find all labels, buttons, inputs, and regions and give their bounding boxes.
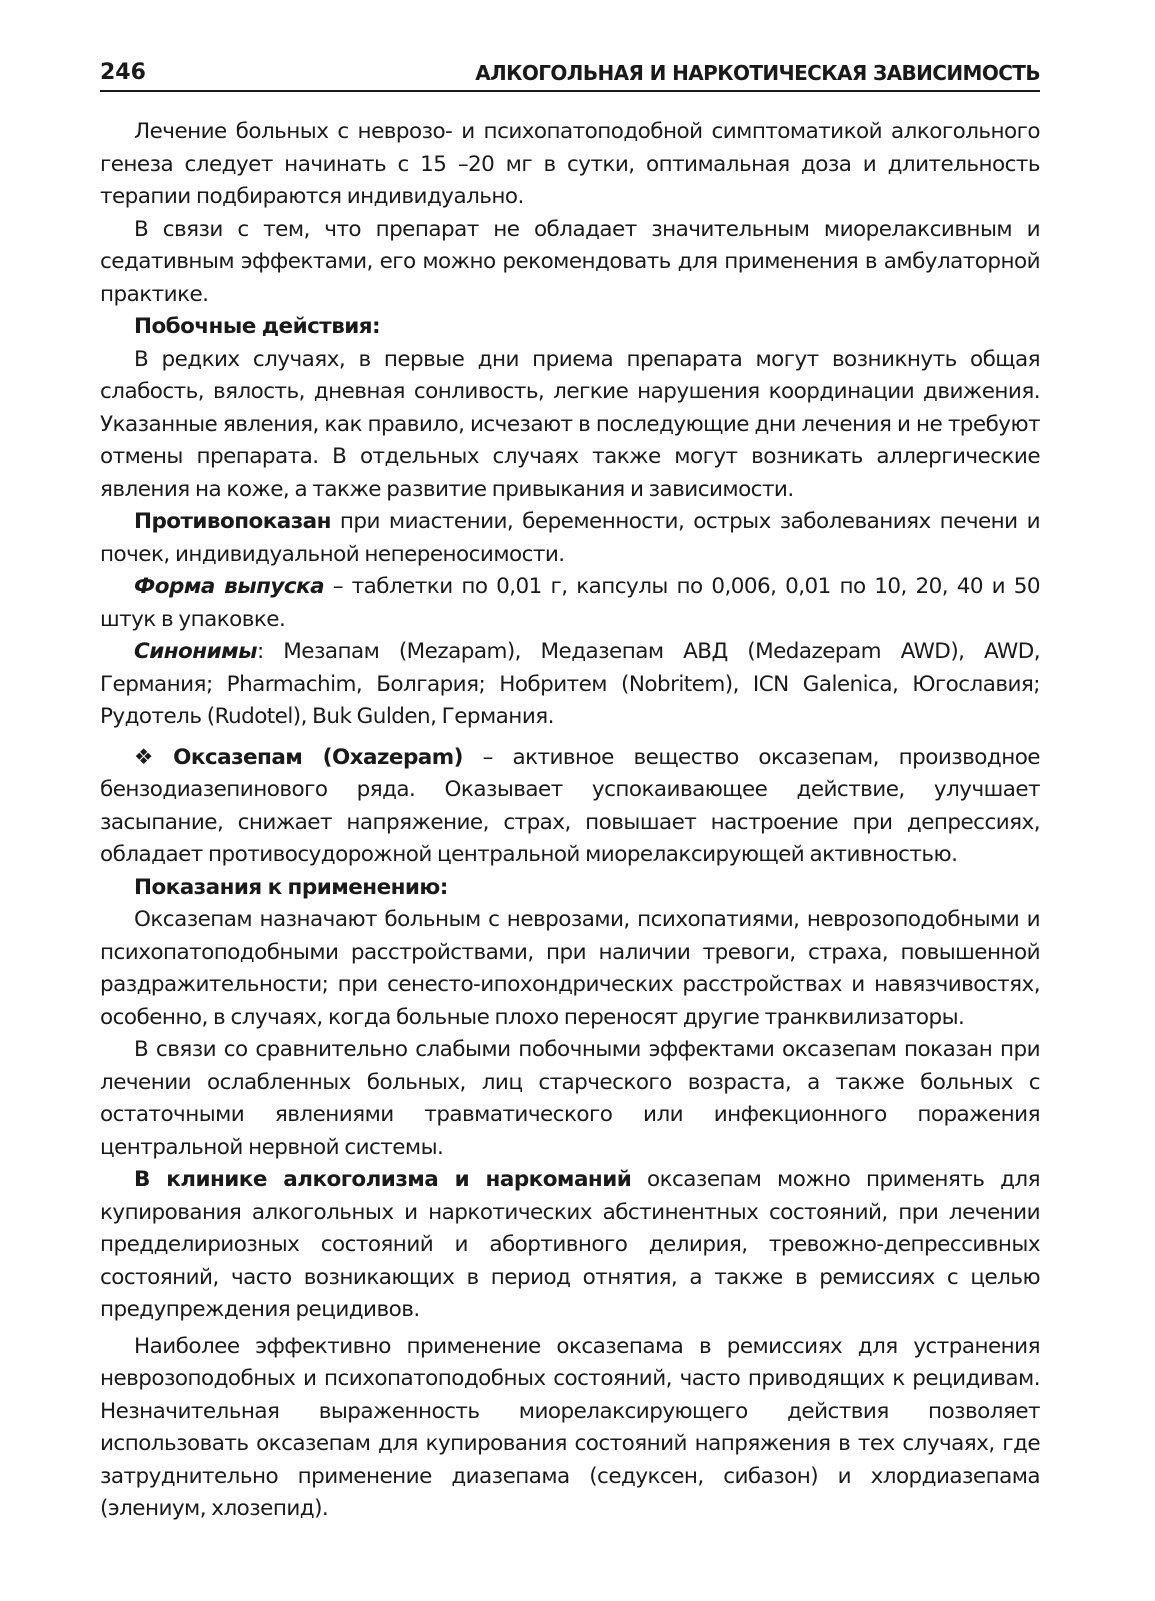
book-page [100, 52, 1040, 1526]
paragraph-side-effects: В редких случаях, в первые дни приема препарата могут возникнуть общая слабость, вялость, дневная сонливость, легкие нарушения координации движения. Указанные явления, как правило, исчезают в последующие дни лечения и не требуют отмены препарата. В отдельных случаях также могут возникать аллергические явления на коже, а также развитие привыкания и зависимости. [100, 346, 1040, 502]
paragraph-contraindications [100, 506, 1040, 571]
clinic-text: оксазепам можно применять для купирования алкогольных и наркотических абстинентных состояний, при лечении предделириозных состояний и абортивного делирия, тревожно-депрессивных состояний, часто возникающих в период отнятия, а также в ремиссиях с целью предупреждения рецидивов. [100, 1167, 1040, 1322]
side-effects-heading: Побочные действия: [134, 314, 381, 339]
release-form-label: Форма выпуска [134, 574, 325, 599]
diamond-bullet-icon: ❖ [134, 744, 168, 770]
release-form-text: – таблетки по 0,01 г, капсулы по 0,006, 0,01 по 10, 20, 40 и 50 штук в упаковке. [100, 574, 1041, 632]
paragraph-oxazepam-intro [100, 742, 1040, 872]
page-number: 246 [100, 60, 146, 85]
page-body [100, 116, 1040, 1526]
section-title: АЛКОГОЛЬНАЯ И НАРКОТИЧЕСКАЯ ЗАВИСИМОСТЬ [475, 61, 1040, 85]
drug-name: Оксазепам (Oxazepam) [173, 744, 463, 770]
paragraph-indications: Оксазепам назначают больным с неврозами, психопатиями, неврозоподобными и психопатоподобными расстройствами, при наличии тревоги, страха, повышенной раздражительности; при сенесто-ипохондрических расстройствах и навязчивостях, особенно, в случаях, когда больные плохо переносят другие транквилизаторы. [100, 907, 1040, 1030]
contraindications-label: Противопоказан [134, 509, 331, 534]
running-header [100, 52, 1040, 92]
paragraph-weakened-patients: В связи со сравнительно слабыми побочными эффектами оксазепам показан при лечении ослабленных больных, лиц старческого возраста, а также больных с остаточными явлениями травматического или инфекционного поражения центральной нервной системы. [100, 1037, 1040, 1160]
paragraph-remission: Наиболее эффективно применение оксазепама в ремиссиях для устранения неврозоподобных и психопатоподобных состояний, часто приводящих к рецидивам. Незначительная выраженность миорелаксирующего действия позволяет использовать оксазепам для купирования состояний напряжения в тех случаях, где затруднительно применение диазепама (седуксен, сибазон) и хлордиазепама (элениум, хлозепид). [100, 1333, 1040, 1521]
clinic-label: В клинике алкоголизма и наркоманий [134, 1167, 632, 1192]
paragraph-alcoholism-clinic [100, 1164, 1040, 1327]
indications-heading: Показания к применению: [134, 874, 448, 900]
drug-description: – активное вещество оксазепам, производное бензодиазепинового ряда. Оказывает успокаивающее действие, улучшает засыпание, снижает напряжение, страх, повышает настроение при депрессиях, обладает противосудорожной центральной миорелаксирующей активностью. [100, 744, 1040, 867]
synonyms-text: : Мезапам (Mezapam), Медазепам АВД (Medazepam AWD), AWD, Германия; Pharmachim, Болгария; Нобритем (Nobritem), ICN Galenica, Югославия; Рудотель (Rudotel), Buk Gulden, Германия. [100, 639, 1040, 729]
synonyms-label: Синонимы [134, 639, 258, 664]
paragraph-synonyms [100, 636, 1040, 734]
paragraph-release-form [100, 571, 1040, 636]
contraindications-text: при миастении, беременности, острых заболеваниях печени и почек, индивидуальной непереносимости. [100, 509, 1040, 567]
paragraph-ambulatory: В связи с тем, что препарат не обладает значительным миорелаксивным и седативным эффектами, его можно рекомендовать для применения в амбулаторной практике. [100, 216, 1040, 307]
paragraph-dosage: Лечение больных с неврозо- и психопатоподобной симптоматикой алкогольного генеза следует начинать с 15 –20 мг в сутки, оптимальная доза и длительность терапии подбираются индивидуально. [100, 119, 1040, 209]
